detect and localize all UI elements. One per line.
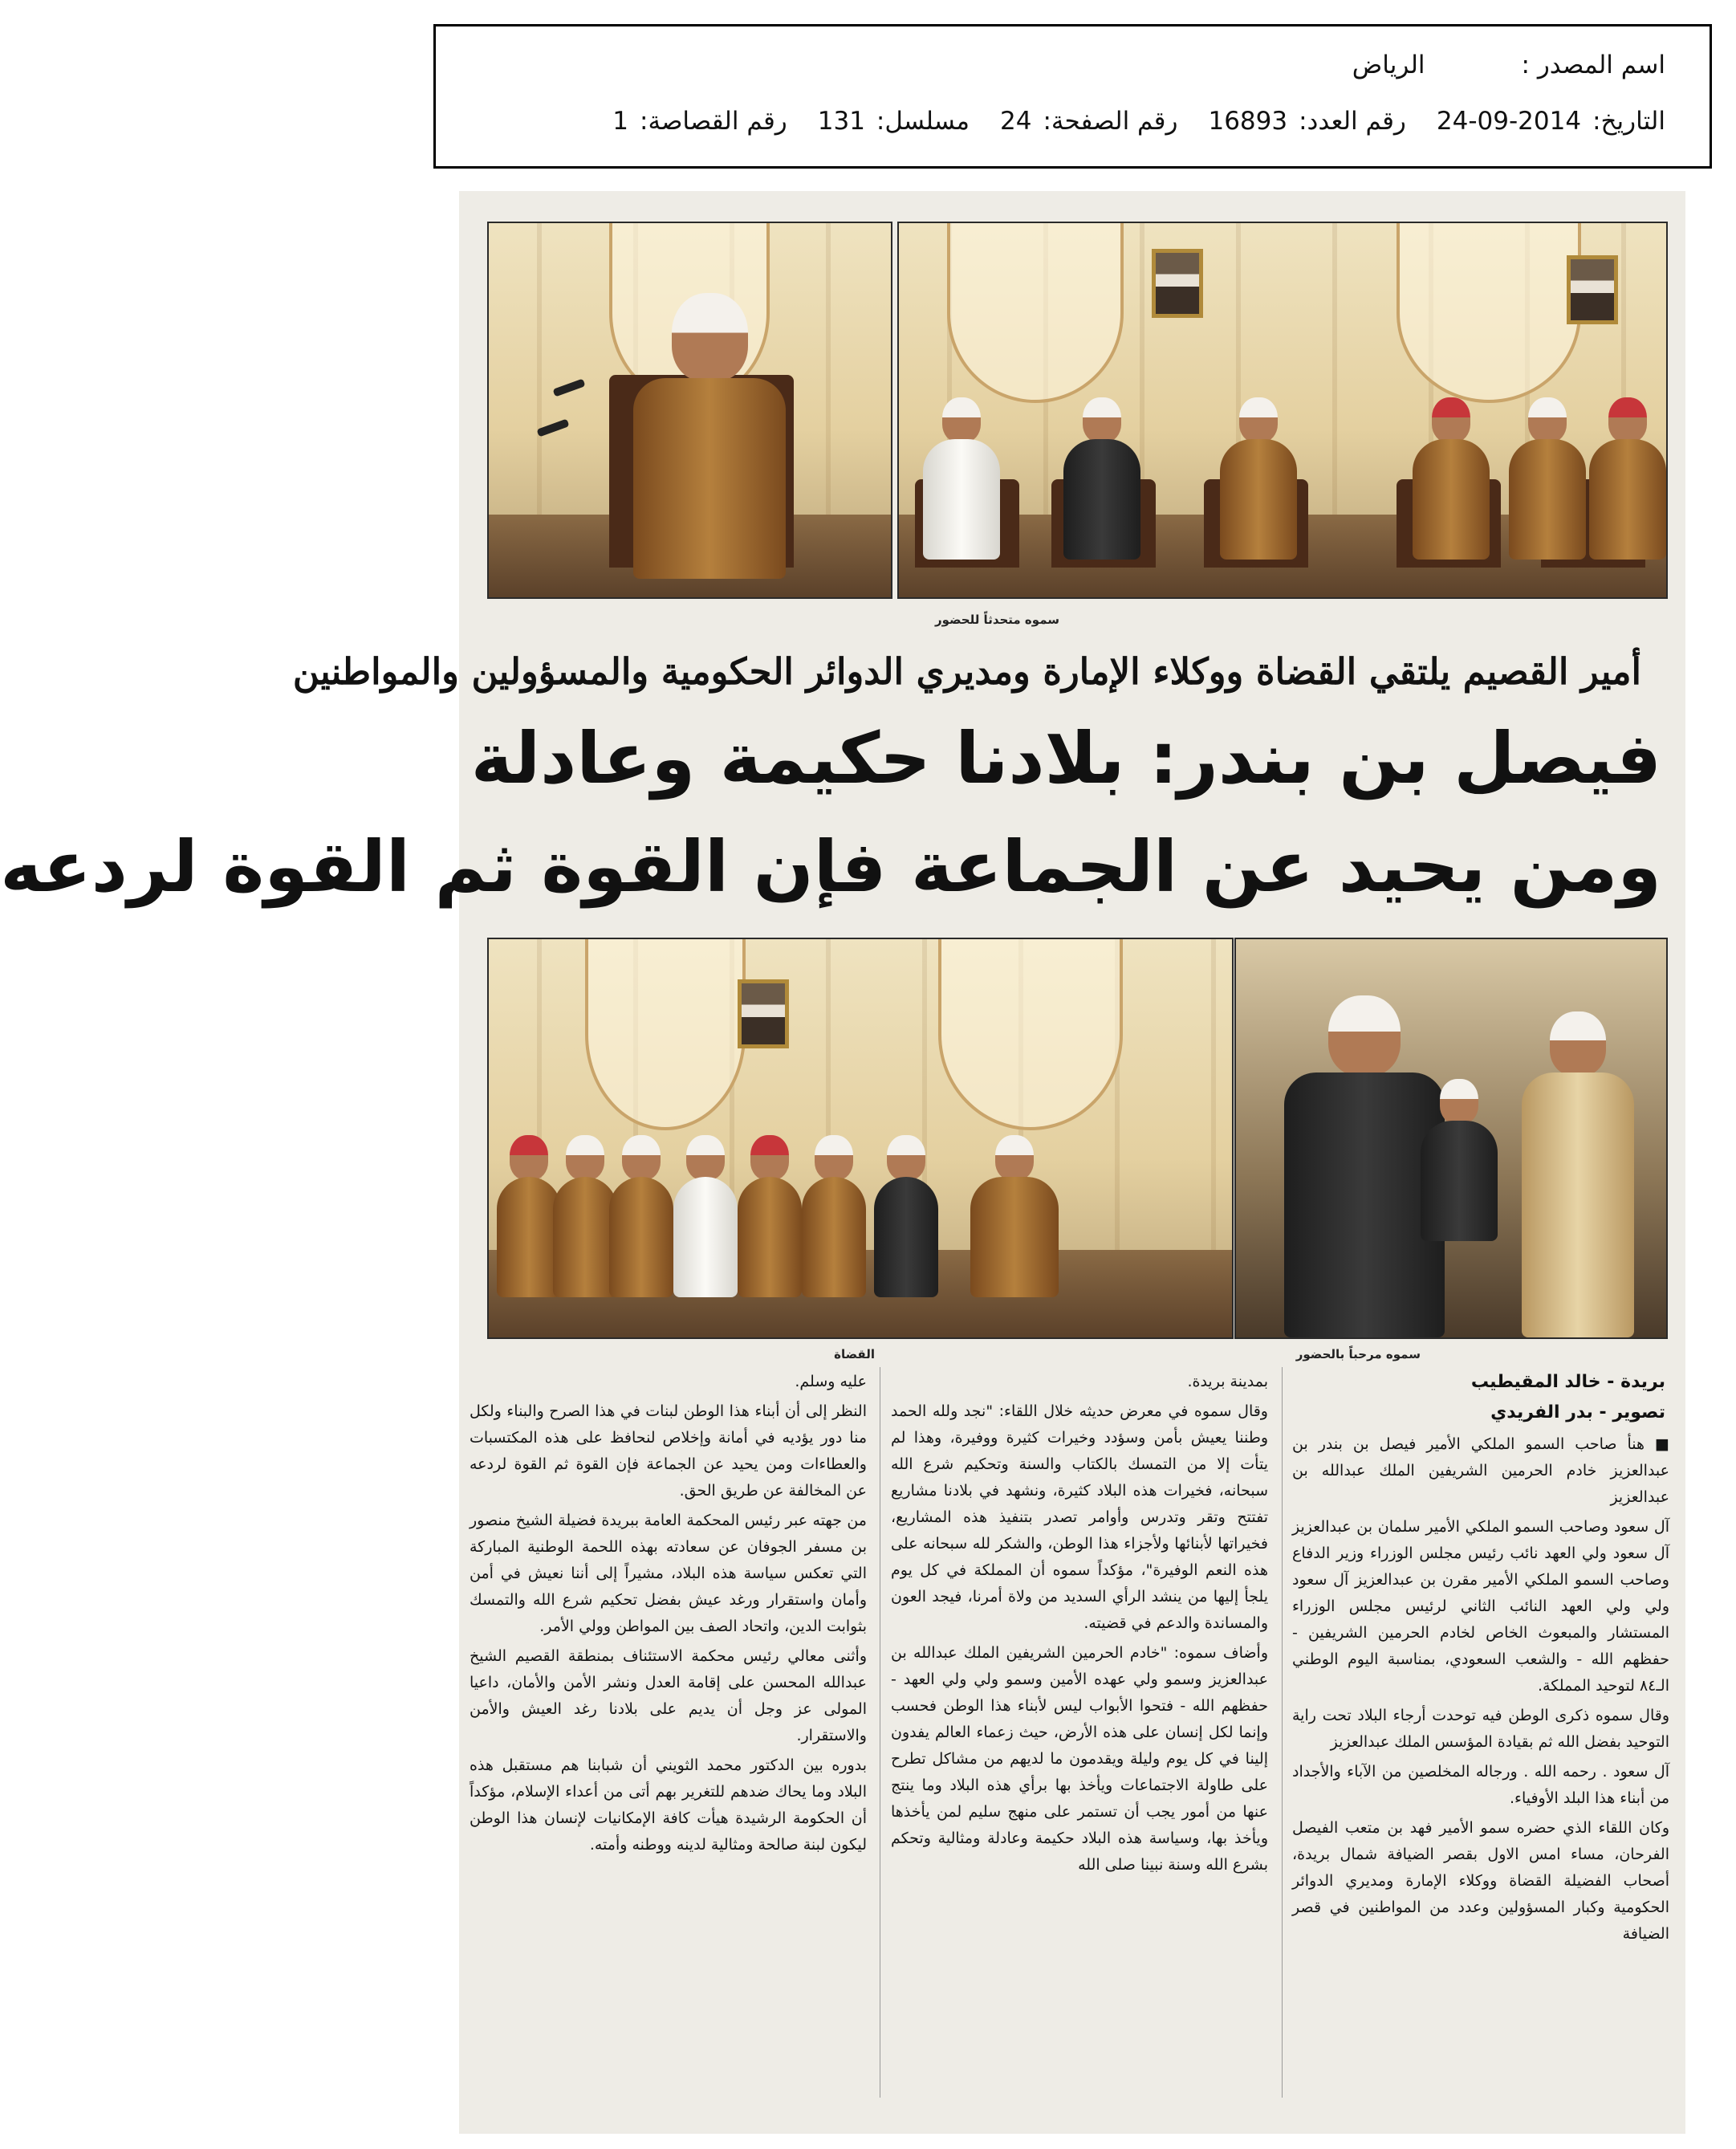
- main-headline-line1: فيصل بن بندر: بلادنا حكيمة وعادلة: [470, 717, 1661, 800]
- clip-label: رقم القصاصة:: [640, 107, 787, 136]
- paragraph: آل سعود وصاحب السمو الملكي الأمير سلمان بن عبدالعزيز آل سعود ولي العهد نائب رئيس مجلس الوزراء وزير الدفاع وصاحب السمو الملكي الأمير مقرن بن عبدالعزيز آل سعود ولي ولي العهد النائب الثاني لرئيس مجلس الوزراء المستشار والمبعوث الخاص لخادم الحرمين الشريفين - حفظهم الله - والشعب السعودي، بمناسبة اليوم الوطني الـ٨٤ لتوحيد المملكة.: [1292, 1518, 1669, 1695]
- page-value: 24: [1000, 107, 1032, 136]
- paragraph: وكان اللقاء الذي حضره سمو الأمير فهد بن متعب الفيصل الفرحان، مساء امس الاول بقصر الضيافة شمال بريدة، أصحاب الفضيلة القضاة ووكلاء الإمارة ومديري الدوائر الحكومية وكبار المسؤولين وعدد من المواطنين في قصر الضيافة: [1292, 1819, 1669, 1943]
- date-label: التاريخ:: [1592, 107, 1665, 136]
- photo-meeting-row: [897, 222, 1668, 599]
- byline: [1471, 1367, 1665, 1428]
- serial-value: 131: [817, 107, 865, 136]
- photo-caption-bottom-left: القضاة: [834, 1347, 875, 1361]
- paragraph: وأضاف سموه: "خادم الحرمين الشريفين الملك عبدالله بن عبدالعزيز وسمو ولي عهده الأمين وسمو ولي ولي العهد - حفظهم الله - فتحوا الأبواب ليس لأبناء هذا الوطن فحسب وإنما لكل إنسان على هذه الأرض، حيث زعماء العالم يفدون إلينا في كل يوم وليلة ويقدمون ما لديهم من مشاكل تطرح على طاولة الاجتماعات ويأخذ بها برأي هذه البلاد وما ينتج عنها من أمور يجب أن تستمر على منهج سليم لمن يأخذها ويأخذ بها، وسياسة هذه البلاد حكيمة وعادلة ومثالية وتحكم بشرع الله وسنة نبينا صلى الله: [891, 1644, 1268, 1874]
- paragraph: من جهته عبر رئيس المحكمة العامة ببريدة فضيلة الشيخ منصور بن مسفر الجوفان عن سعادته بهذه اللحمة الوطنية المباركة التي تعكس سياسة هذه البلاد، مشيراً إلى أننا نعيش في أمن وأمان واستقرار ورغد عيش بفضل تحكيم شرع الله والتمسك بثوابت الدين، واتحاد الصف بين المواطن وولي الأمر.: [470, 1512, 867, 1635]
- source-line: [1322, 51, 1665, 79]
- paragraph: وأثنى معالي رئيس محكمة الاستئناف بمنطقة القصيم الشيخ عبدالله المحسن على إقامة العدل ونشر الأمن والأمان، داعيا المولى عز وجل أن يديم على بلادنا رغد العيش والأمن والاستقرار.: [470, 1647, 867, 1744]
- issue-value: 16893: [1208, 107, 1288, 136]
- metadata-line: [582, 107, 1665, 136]
- column-divider: [1282, 1367, 1283, 2098]
- photo-caption-bottom-right: سموه مرحباً بالحضور: [1295, 1347, 1421, 1361]
- portrait-frame: [1567, 255, 1618, 324]
- source-info-box: [433, 24, 1712, 169]
- paragraph: بدوره بين الدكتور محمد الثويني أن شبابنا هم مستقبل هذه البلاد وما يحاك ضدهم للتغرير بهم أتى من أعداء الإسلام، مؤكداً أن الحكومة الرشيدة هيأت كافة الإمكانيات لإنسان هذا الوطن ليكون لبنة صالحة ومثالية لدينه ووطنه وأمته.: [470, 1756, 867, 1854]
- clip-value: 1: [612, 107, 629, 136]
- portrait-frame: [738, 979, 789, 1048]
- source-label: اسم المصدر :: [1521, 51, 1665, 79]
- kicker-headline: أمير القصيم يلتقي القضاة ووكلاء الإمارة ومديري الدوائر الحكومية والمسؤولين والمواطنين: [292, 650, 1641, 693]
- paragraph: النظر إلى أن أبناء هذا الوطن لبنات في هذا الصرح والبناء ولكل منا دور يؤديه في أمانة وإخلاص لنحافظ على هذه المكتسبات والعطاءات ومن يحيد عن الجماعة فإن القوة ثم القوة لردعه عن المخالفة عن طريق الحق.: [470, 1402, 867, 1500]
- paragraph: عليه وسلم.: [795, 1373, 867, 1390]
- photo-caption-top: سموه متحدثاً للحضور: [934, 613, 1059, 627]
- photo-greeting-guests: [1234, 938, 1668, 1339]
- serial-label: مسلسل:: [876, 107, 970, 136]
- date-value: 24-09-2014: [1436, 107, 1582, 136]
- article-column-3: [470, 1369, 867, 2035]
- article-column-2: [891, 1369, 1268, 2035]
- paragraph: وقال سموه ذكرى الوطن فيه توحدت أرجاء البلاد تحت راية التوحيد بفضل الله ثم بقيادة المؤسس الملك عبدالعزيز: [1292, 1707, 1669, 1751]
- photo-judges-seated: [487, 938, 1234, 1339]
- paragraph: ■ هنأ صاحب السمو الملكي الأمير فيصل بن بندر بن عبدالعزيز خادم الحرمين الشريفين الملك عبدالله بن عبدالعزيز: [1292, 1435, 1669, 1506]
- byline-photographer: تصوير - بدر الفريدي: [1490, 1402, 1665, 1422]
- source-value: الرياض: [1352, 51, 1425, 79]
- photo-governor-speaking: [487, 222, 892, 599]
- paragraph: بمدينة بريدة.: [1187, 1373, 1268, 1390]
- paragraph: وقال سموه في معرض حديثه خلال اللقاء: "نجد ولله الحمد وطننا يعيش بأمن وسؤدد وخيرات كثيرة ووفيرة، وهذا لم يتأت إلا من التمسك بالكتاب والسنة وتحكيم شرع الله سبحانه، فخيرات هذه البلاد كثيرة، ونشهد في بلادنا مشاريع تفتتح وتقر وتدرس وأوامر تصدر بتنفيذ هذه المشاريع، فخيراتها لأبنائها ولأجزاء هذا الوطن، والشكر لله سبحانه على هذه النعم الوفيرة"، مؤكداً سموه أن المملكة في كل يوم يلجأ إليها من ينشد الرأي السديد من ولاة أمرنا، فيجد العون والمساندة والدعم في قضيته.: [891, 1402, 1268, 1632]
- byline-reporter: بريدة - خالد المقيطيب: [1470, 1372, 1665, 1392]
- main-headline-line2: ومن يحيد عن الجماعة فإن القوة ثم القوة لردعه: [0, 825, 1661, 908]
- portrait-frame: [1152, 249, 1203, 318]
- paragraph: آل سعود . رحمه الله . ورجاله المخلصين من الآباء والأجداد من أبناء هذا البلد الأوفياء.: [1292, 1763, 1669, 1807]
- newspaper-clipping: [0, 191, 1685, 2134]
- article-column-1: [1292, 1431, 1669, 2098]
- page-label: رقم الصفحة:: [1043, 107, 1178, 136]
- issue-label: رقم العدد:: [1299, 107, 1406, 136]
